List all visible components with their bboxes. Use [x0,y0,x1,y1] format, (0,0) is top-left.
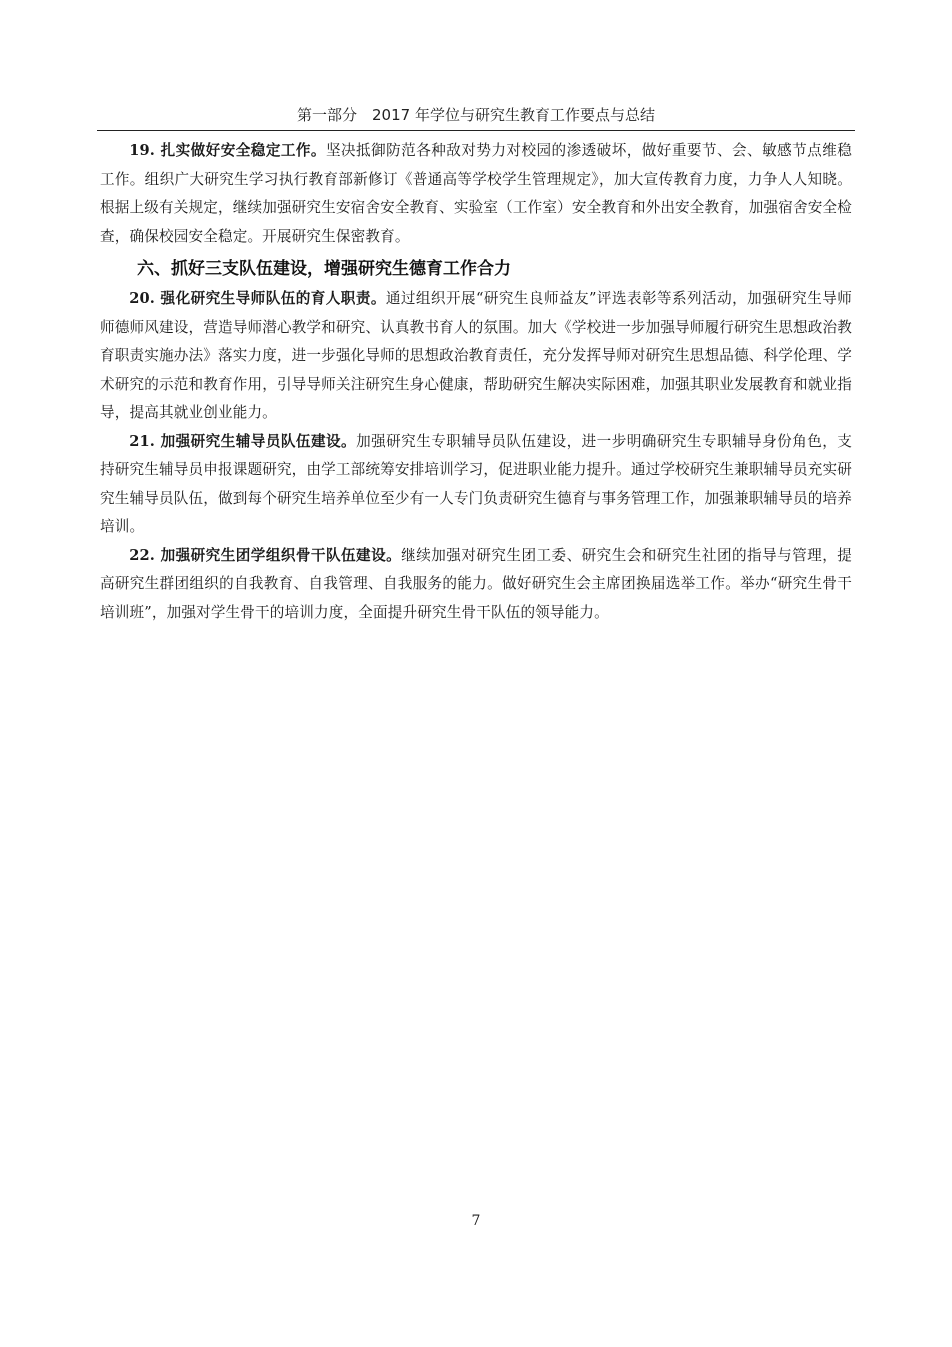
paragraph-item-19 [100,137,852,251]
paragraph-item-20 [100,285,852,428]
item-text: 通过组织开展“研究生良师益友”评选表彰等系列活动，加强研究生导师师德师风建设，营造导师潜心教学和研究、认真教书育人的氛围。加大《学校进一步加强导师履行研究生思想政治教育职责实施办法》落实力度，进一步强化导师的思想政治教育责任，充分发挥导师对研究生思想品德、科学伦理、学术研究的示范和教育作用，引导导师关注研究生身心健康，帮助研究生解决实际困难，加强其职业发展教育和就业指导，提高其就业创业能力。 [100,290,852,421]
page-number: 7 [471,1213,481,1229]
item-number: 20. [129,290,161,307]
paragraph-item-21 [100,428,852,542]
item-title: 强化研究生导师队伍的育人职责。 [160,290,386,307]
item-number: 19. [129,142,161,159]
paragraph-item-22 [100,542,852,628]
item-number: 21. [129,432,161,450]
item-title: 加强研究生辅导员队伍建设。 [160,432,357,450]
item-title: 扎实做好安全稳定工作。 [160,142,326,159]
section-heading: 六、抓好三支队伍建设，增强研究生德育工作合力 [137,259,511,279]
item-number: 22. [129,546,161,564]
document-body [100,137,852,627]
header-divider [97,130,855,131]
page-header: 第一部分 2017 年学位与研究生教育工作要点与总结 [297,106,655,124]
item-title: 加强研究生团学组织骨干队伍建设。 [160,546,402,564]
item-text: 加强研究生专职辅导员队伍建设，进一步明确研究生专职辅导身份角色，支持研究生辅导员申报课题研究，由学工部统筹安排培训学习，促进职业能力提升。通过学校研究生兼职辅导员充实研究生辅导员队伍，做到每个研究生培养单位至少有一人专门负责研究生德育与事务管理工作，加强兼职辅导员的培养培训。 [100,432,853,535]
item-text: 坚决抵御防范各种敌对势力对校园的渗透破坏，做好重要节、会、敏感节点维稳工作。组织广大研究生学习执行教育部新修订《普通高等学校学生管理规定》，加大宣传教育力度，力争人人知晓。根据上级有关规定，继续加强研究生安宿舍安全教育、实验室（工作室）安全教育和外出安全教育，加强宿舍安全检查，确保校园安全稳定。开展研究生保密教育。 [100,142,852,245]
item-text: 继续加强对研究生团工委、研究生会和研究生社团的指导与管理，提高研究生群团组织的自我教育、自我管理、自我服务的能力。做好研究生会主席团换届选举工作。举办“研究生骨干培训班”，加强对学生骨干的培训力度，全面提升研究生骨干队伍的领导能力。 [100,546,852,621]
